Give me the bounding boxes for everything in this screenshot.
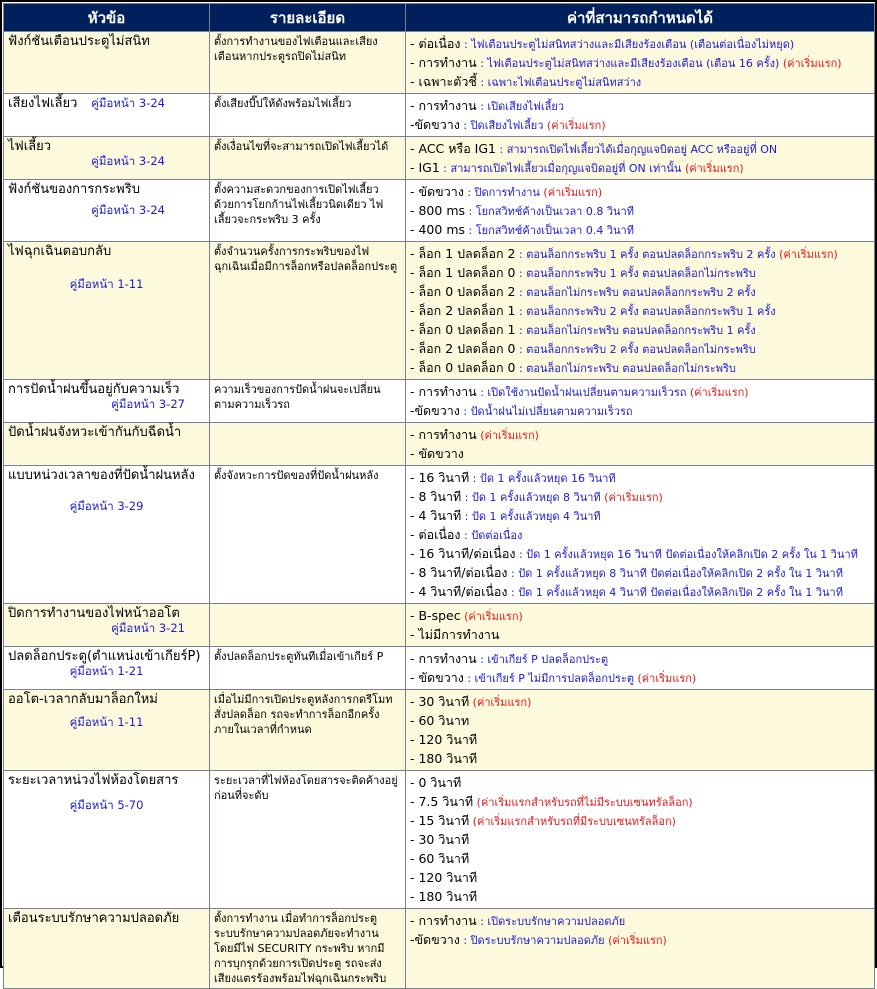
option-label: - 120 วินาที (410, 732, 478, 747)
option-label: - 16 วินาที (410, 470, 470, 485)
setting-option (410, 96, 870, 115)
option-detail: : ปัด 1 ครั้งแล้วหยุด 4 วินาที ปัดต่อเนื่องให้คลิกเปิด 2 ครั้ง ใน 1 วินาที (507, 586, 843, 599)
setting-option (410, 487, 870, 506)
setting-option (410, 339, 870, 358)
option-label: - ต่อเนื่อง (410, 527, 461, 542)
setting-options-cell (406, 771, 875, 909)
option-detail: : โยกสวิทช์ค้างเป็นเวลา 0.8 วินาที (465, 205, 634, 218)
option-label: -ขัดขวาง (410, 932, 460, 947)
topic-cell (4, 909, 210, 989)
setting-option (410, 625, 870, 644)
option-detail: : ตอนล็อกกระพริบ 2 ครั้ง ตอนปลดล็อกไม่กระพริบ (515, 343, 756, 356)
setting-option (410, 468, 870, 487)
topic-text: ฟังก์ชันของการกระพริบ (8, 182, 140, 197)
option-label: - 800 ms (410, 203, 466, 218)
default-value-note: (ค่าเริ่มแรกสำหรับรถที่ไม่มีระบบเซนทรัลล็อก) (473, 796, 693, 809)
table-body (4, 32, 875, 989)
setting-option (410, 868, 870, 887)
setting-options-cell (406, 32, 875, 94)
manual-page-ref: คู่มือหน้า 1-11 (69, 277, 144, 291)
table-row (4, 423, 875, 466)
option-detail: : ปัด 1 ครั้งแล้วหยุด 16 วินาที (469, 472, 616, 485)
option-label: - การทำงาน (410, 55, 477, 70)
default-value-note: (ค่าเริ่มแรก) (460, 610, 523, 623)
topic-cell (4, 180, 210, 242)
description-cell: ตั้งเสียงบี๊ปให้ดังพร้อมไฟเลี้ยว (210, 94, 406, 137)
option-label: - 120 วินาที (410, 870, 478, 885)
setting-option (410, 930, 870, 949)
description-cell: ตั้งจังหวะการปัดของที่ปัดน้ำฝนหลัง (210, 466, 406, 604)
topic-text: ไฟฉุกเฉินตอบกลับ (8, 244, 112, 259)
default-value-note: (ค่าเริ่มแรก) (686, 386, 749, 399)
option-label: - การทำงาน (410, 651, 477, 666)
setting-option (410, 244, 870, 263)
option-label: - ล็อก 2 ปลดล็อก 0 (410, 341, 516, 356)
manual-page-ref: คู่มือหน้า 1-21 (69, 664, 144, 678)
default-value-note: (ค่าเริ่มแรก) (469, 696, 532, 709)
setting-option (410, 139, 870, 158)
setting-options-cell (406, 380, 875, 423)
option-detail: : ตอนล็อกไม่กระพริบ ตอนปลดล็อกกระพริบ 2 ครั้ง (515, 286, 756, 299)
option-detail: : ไฟเตือนประตูไม่สนิทสว่างและมีเสียงร้องเตือน (เตือนต่อเนื่องไม่หยุด) (460, 38, 795, 51)
description-cell: ความเร็วของการปัดน้ำฝนจะเปลี่ยนตามความเร็วรถ (210, 380, 406, 423)
setting-options-cell (406, 137, 875, 180)
setting-options-cell (406, 94, 875, 137)
setting-option (410, 668, 870, 687)
setting-options-cell (406, 909, 875, 989)
option-label: - 0 วินาที (410, 775, 462, 790)
default-value-note: (ค่าเริ่มแรก) (600, 491, 663, 504)
option-detail: : ตอนล็อกกระพริบ 1 ครั้ง ตอนปลดล็อกกระพริบ 2 ครั้ง (515, 248, 776, 261)
topic-text: เสียงไฟเลี้ยว (8, 96, 78, 111)
option-label: - ล็อก 1 ปลดล็อก 0 (410, 265, 516, 280)
setting-option (410, 158, 870, 177)
option-label: - ขัดขวาง (410, 184, 464, 199)
settings-table (3, 3, 875, 989)
option-label: - ล็อก 0 ปลดล็อก 1 (410, 322, 516, 337)
setting-options-cell (406, 180, 875, 242)
option-detail: : เปิดใช้งานปัดน้ำฝนเปลี่ยนตามความเร็วรถ (476, 386, 687, 399)
setting-option (410, 730, 870, 749)
option-label: - B-spec (410, 608, 461, 623)
topic-cell (4, 604, 210, 647)
description-cell (210, 423, 406, 466)
topic-cell (4, 647, 210, 690)
option-label: - 16 วินาที/ต่อเนื่อง (410, 546, 516, 561)
manual-page-ref: คู่มือหน้า 3-24 (91, 203, 165, 217)
default-value-note: (ค่าเริ่มแรก) (775, 248, 838, 261)
setting-option (410, 382, 870, 401)
table-row (4, 647, 875, 690)
option-label: - ไม่มีการทำงาน (410, 627, 500, 642)
topic-cell (4, 771, 210, 909)
setting-option (410, 263, 870, 282)
topic-text: แบบหน่วงเวลาของที่ปัดน้ำฝนหลัง (8, 468, 195, 483)
option-detail: : สามารถเปิดไฟเลี้ยวเมื่อกุญแจบิดอยู่ที่ ON เท่านั้น (439, 162, 682, 175)
header-setting: ค่าที่สามารถกำหนดได้ (406, 4, 875, 32)
option-detail: : ไฟเตือนประตูไม่สนิทสว่างและมีเสียงร้องเตือน (เตือน 16 ครั้ง) (476, 57, 780, 70)
topic-text: ออโต-เวลากลับมาล็อกใหม่ (8, 692, 158, 707)
option-label: - 8 วินาที (410, 489, 462, 504)
topic-text: ไฟเลี้ยว (8, 139, 52, 154)
table-row (4, 909, 875, 989)
option-detail: : ปัด 1 ครั้งแล้วหยุด 8 วินาที (461, 491, 601, 504)
setting-option (410, 811, 870, 830)
manual-page-ref: คู่มือหน้า 3-27 (111, 397, 185, 411)
table-row (4, 604, 875, 647)
table-row (4, 32, 875, 94)
option-detail: : สามารถเปิดไฟเลี้ยวได้เมื่อกุญแจบิดอยู่ ACC หรืออยู่ที่ ON (496, 143, 778, 156)
option-label: - การทำงาน (410, 913, 477, 928)
topic-cell (4, 380, 210, 423)
setting-option (410, 792, 870, 811)
option-label: - 4 วินาที/ต่อเนื่อง (410, 584, 508, 599)
setting-options-cell (406, 242, 875, 380)
option-label: - 60 วินาที (410, 851, 470, 866)
option-detail: : ตอนล็อกไม่กระพริบ ตอนปลดล็อกกระพริบ 1 ครั้ง (515, 324, 756, 337)
header-topic: หัวข้อ (4, 4, 210, 32)
topic-cell (4, 690, 210, 771)
option-label: - 180 วินาที (410, 889, 478, 904)
option-detail: : ปิดการทำงาน (463, 186, 540, 199)
setting-option (410, 887, 870, 906)
option-detail: : ตอนล็อกกระพริบ 1 ครั้ง ตอนปลดล็อกไม่กระพริบ (515, 267, 756, 280)
setting-option (410, 649, 870, 668)
option-detail: : ปัด 1 ครั้งแล้วหยุด 4 วินาที (461, 510, 601, 523)
setting-option (410, 525, 870, 544)
setting-option (410, 425, 870, 444)
option-label: - 180 วินาที (410, 751, 478, 766)
option-detail: : ตอนล็อกกระพริบ 2 ครั้ง ตอนปลดล็อกกระพริบ 1 ครั้ง (515, 305, 776, 318)
description-cell: ตั้งปลดล็อกประตูทันทีเมื่อเข้าเกียร์ P (210, 647, 406, 690)
topic-text: ฟังก์ชันเตือนประตูไม่สนิท (8, 34, 150, 49)
option-label: - 8 วินาที/ต่อเนื่อง (410, 565, 508, 580)
manual-page-ref: คู่มือหน้า 3-24 (91, 96, 165, 110)
description-cell: ตั้งเงื่อนไขที่จะสามารถเปิดไฟเลี้ยวได้ (210, 137, 406, 180)
table-row (4, 180, 875, 242)
option-label: - ขัดขวาง (410, 446, 464, 461)
option-label: - ล็อก 2 ปลดล็อก 1 (410, 303, 516, 318)
setting-option (410, 358, 870, 377)
setting-option (410, 506, 870, 525)
option-label: - เฉพาะตัวชี้ (410, 74, 477, 89)
option-label: - 30 วินาที (410, 694, 470, 709)
default-value-note: (ค่าเริ่มแรกสำหรับรถที่มีระบบเซนทรัลล็อก) (469, 815, 676, 828)
setting-option (410, 34, 870, 53)
description-cell: ตั้งความสะดวกของการเปิดไฟเลี้ยว ด้วยการโยกก้านไฟเลี้ยวนิดเดียว ไฟเลี้ยวจะกระพริบ 3 ครั้ง (210, 180, 406, 242)
topic-text: ปิดการทำงานของไฟหน้าออโต (8, 606, 180, 621)
default-value-note: (ค่าเริ่มแรก) (476, 429, 539, 442)
setting-option (410, 53, 870, 72)
option-label: - การทำงาน (410, 98, 477, 113)
description-cell (210, 604, 406, 647)
option-detail: : ปิดเสียงไฟเลี้ยว (459, 119, 544, 132)
setting-option (410, 830, 870, 849)
table-row (4, 94, 875, 137)
setting-options-cell (406, 423, 875, 466)
setting-option (410, 220, 870, 239)
option-label: - ล็อก 0 ปลดล็อก 0 (410, 360, 516, 375)
setting-option (410, 711, 870, 730)
setting-option (410, 401, 870, 420)
option-label: - 400 ms (410, 222, 466, 237)
setting-option (410, 182, 870, 201)
option-label: - การทำงาน (410, 384, 477, 399)
description-cell: ตั้งการทำงานของไฟเตือนและเสียงเตือนหากประตูรถปิดไม่สนิท (210, 32, 406, 94)
header-detail: รายละเอียด (210, 4, 406, 32)
option-label: - 60 วินาท (410, 713, 470, 728)
default-value-note: (ค่าเริ่มแรก) (779, 57, 842, 70)
topic-text: ระยะเวลาหน่วงไฟห้องโดยสาร (8, 773, 179, 788)
option-label: - ล็อก 1 ปลดล็อก 2 (410, 246, 516, 261)
default-value-note: (ค่าเริ่มแรก) (604, 934, 667, 947)
setting-option (410, 582, 870, 601)
setting-options-cell (406, 466, 875, 604)
topic-text: การปัดน้ำฝนขึ้นอยู่กับความเร็ว (8, 382, 180, 397)
manual-page-ref: คู่มือหน้า 3-29 (69, 499, 144, 513)
option-label: - 7.5 วินาที (410, 794, 474, 809)
manual-page-ref: คู่มือหน้า 1-11 (69, 715, 144, 729)
default-value-note: (ค่าเริ่มแรก) (634, 672, 697, 685)
topic-text: เตือนระบบรักษาความปลอดภัย (8, 911, 180, 926)
manual-page-ref: คู่มือหน้า 3-24 (91, 154, 165, 168)
topic-cell (4, 466, 210, 604)
description-cell: ระยะเวลาที่ไฟห้องโดยสารจะติดค้างอยู่ก่อนที่จะดับ (210, 771, 406, 909)
setting-options-cell (406, 647, 875, 690)
manual-page-ref: คู่มือหน้า 5-70 (69, 798, 144, 812)
option-detail: : เฉพาะไฟเตือนประตูไม่สนิทสว่าง (476, 76, 642, 89)
option-label: -ขัดขวาง (410, 117, 460, 132)
table-row (4, 380, 875, 423)
setting-options-cell (406, 690, 875, 771)
topic-text: ปลดล็อกประตู(ตำแหน่งเข้าเกียร์P) (8, 649, 201, 664)
setting-option (410, 849, 870, 868)
setting-option (410, 773, 870, 792)
option-detail: : ปิดระบบรักษาความปลอดภัย (459, 934, 605, 947)
setting-option (410, 301, 870, 320)
description-cell: ตั้งการทำงาน เมื่อทำการล็อกประตู ระบบรักษาความปลอดภัยจะทำงาน โดยมีไฟ SECURITY กระพริบ หากมีการบุกรุกด้วยการเปิดประตู รถจะส่งเสียงแตรร้องพร้อมไฟฉุกเฉินกระพริบ (210, 909, 406, 989)
option-label: - ขัดขวาง (410, 670, 464, 685)
setting-option (410, 544, 870, 563)
topic-cell (4, 32, 210, 94)
option-detail: : ตอนล็อกไม่กระพริบ ตอนปลดล็อกไม่กระพริบ (515, 362, 736, 375)
description-cell: เมื่อไม่มีการเปิดประตูหลังการกดรีโมทสั่งปลดล็อก รถจะทำการล็อกอีกครั้งภายในเวลาที่กำหนด (210, 690, 406, 771)
option-detail: : โยกสวิทช์ค้างเป็นเวลา 0.4 วินาที (465, 224, 634, 237)
option-detail: : เปิดเสียงไฟเลี้ยว (476, 100, 565, 113)
topic-cell (4, 137, 210, 180)
option-detail: : ปัด 1 ครั้งแล้วหยุด 8 วินาที ปัดต่อเนื่องให้คลิกเปิด 2 ครั้ง ใน 1 วินาที (507, 567, 843, 580)
setting-option (410, 282, 870, 301)
table-header-row (4, 4, 875, 32)
setting-option (410, 115, 870, 134)
option-detail: : ปัดต่อเนื่อง (460, 529, 523, 542)
table-row (4, 242, 875, 380)
setting-option (410, 563, 870, 582)
setting-option (410, 749, 870, 768)
option-label: - 4 วินาที (410, 508, 462, 523)
table-row (4, 137, 875, 180)
topic-cell (4, 94, 210, 137)
setting-option (410, 72, 870, 91)
table-row (4, 771, 875, 909)
option-detail: : ปัดน้ำฝนไม่เปลี่ยนตามความเร็วรถ (459, 405, 633, 418)
option-label: - ล็อก 0 ปลดล็อก 2 (410, 284, 516, 299)
topic-text: ปัดน้ำฝนจังหวะเข้ากันกับฉีดน้ำ (8, 425, 182, 440)
option-detail: : เปิดระบบรักษาความปลอดภัย (476, 915, 626, 928)
setting-option (410, 692, 870, 711)
option-label: - 30 วินาที (410, 832, 470, 847)
default-value-note: (ค่าเริ่มแรก) (681, 162, 744, 175)
description-cell: ตั้งจำนวนครั้งการกระพริบของไฟฉุกเฉินเมื่อมีการล็อกหรือปลดล็อกประตู (210, 242, 406, 380)
setting-option (410, 320, 870, 339)
option-label: - การทำงาน (410, 427, 477, 442)
table-row (4, 690, 875, 771)
option-detail: : เข้าเกียร์ P ไม่มีการปลดล็อกประตู (463, 672, 634, 685)
default-value-note: (ค่าเริ่มแรก) (543, 119, 606, 132)
manual-page-ref: คู่มือหน้า 3-21 (111, 621, 185, 635)
option-label: - ต่อเนื่อง (410, 36, 461, 51)
option-label: - IG1 (410, 160, 440, 175)
option-label: - 15 วินาที (410, 813, 470, 828)
setting-option (410, 444, 870, 463)
table-row (4, 466, 875, 604)
option-label: - ACC หรือ IG1 (410, 141, 497, 156)
setting-option (410, 201, 870, 220)
option-detail: : เข้าเกียร์ P ปลดล็อกประตู (476, 653, 609, 666)
default-value-note: (ค่าเริ่มแรก) (539, 186, 603, 199)
topic-cell (4, 423, 210, 466)
setting-options-cell (406, 604, 875, 647)
option-detail: : ปัด 1 ครั้งแล้วหยุด 16 วินาที ปัดต่อเนื่องให้คลิกเปิด 2 ครั้ง ใน 1 วินาที (515, 548, 858, 561)
setting-option (410, 606, 870, 625)
setting-option (410, 911, 870, 930)
option-label: -ขัดขวาง (410, 403, 460, 418)
topic-cell (4, 242, 210, 380)
